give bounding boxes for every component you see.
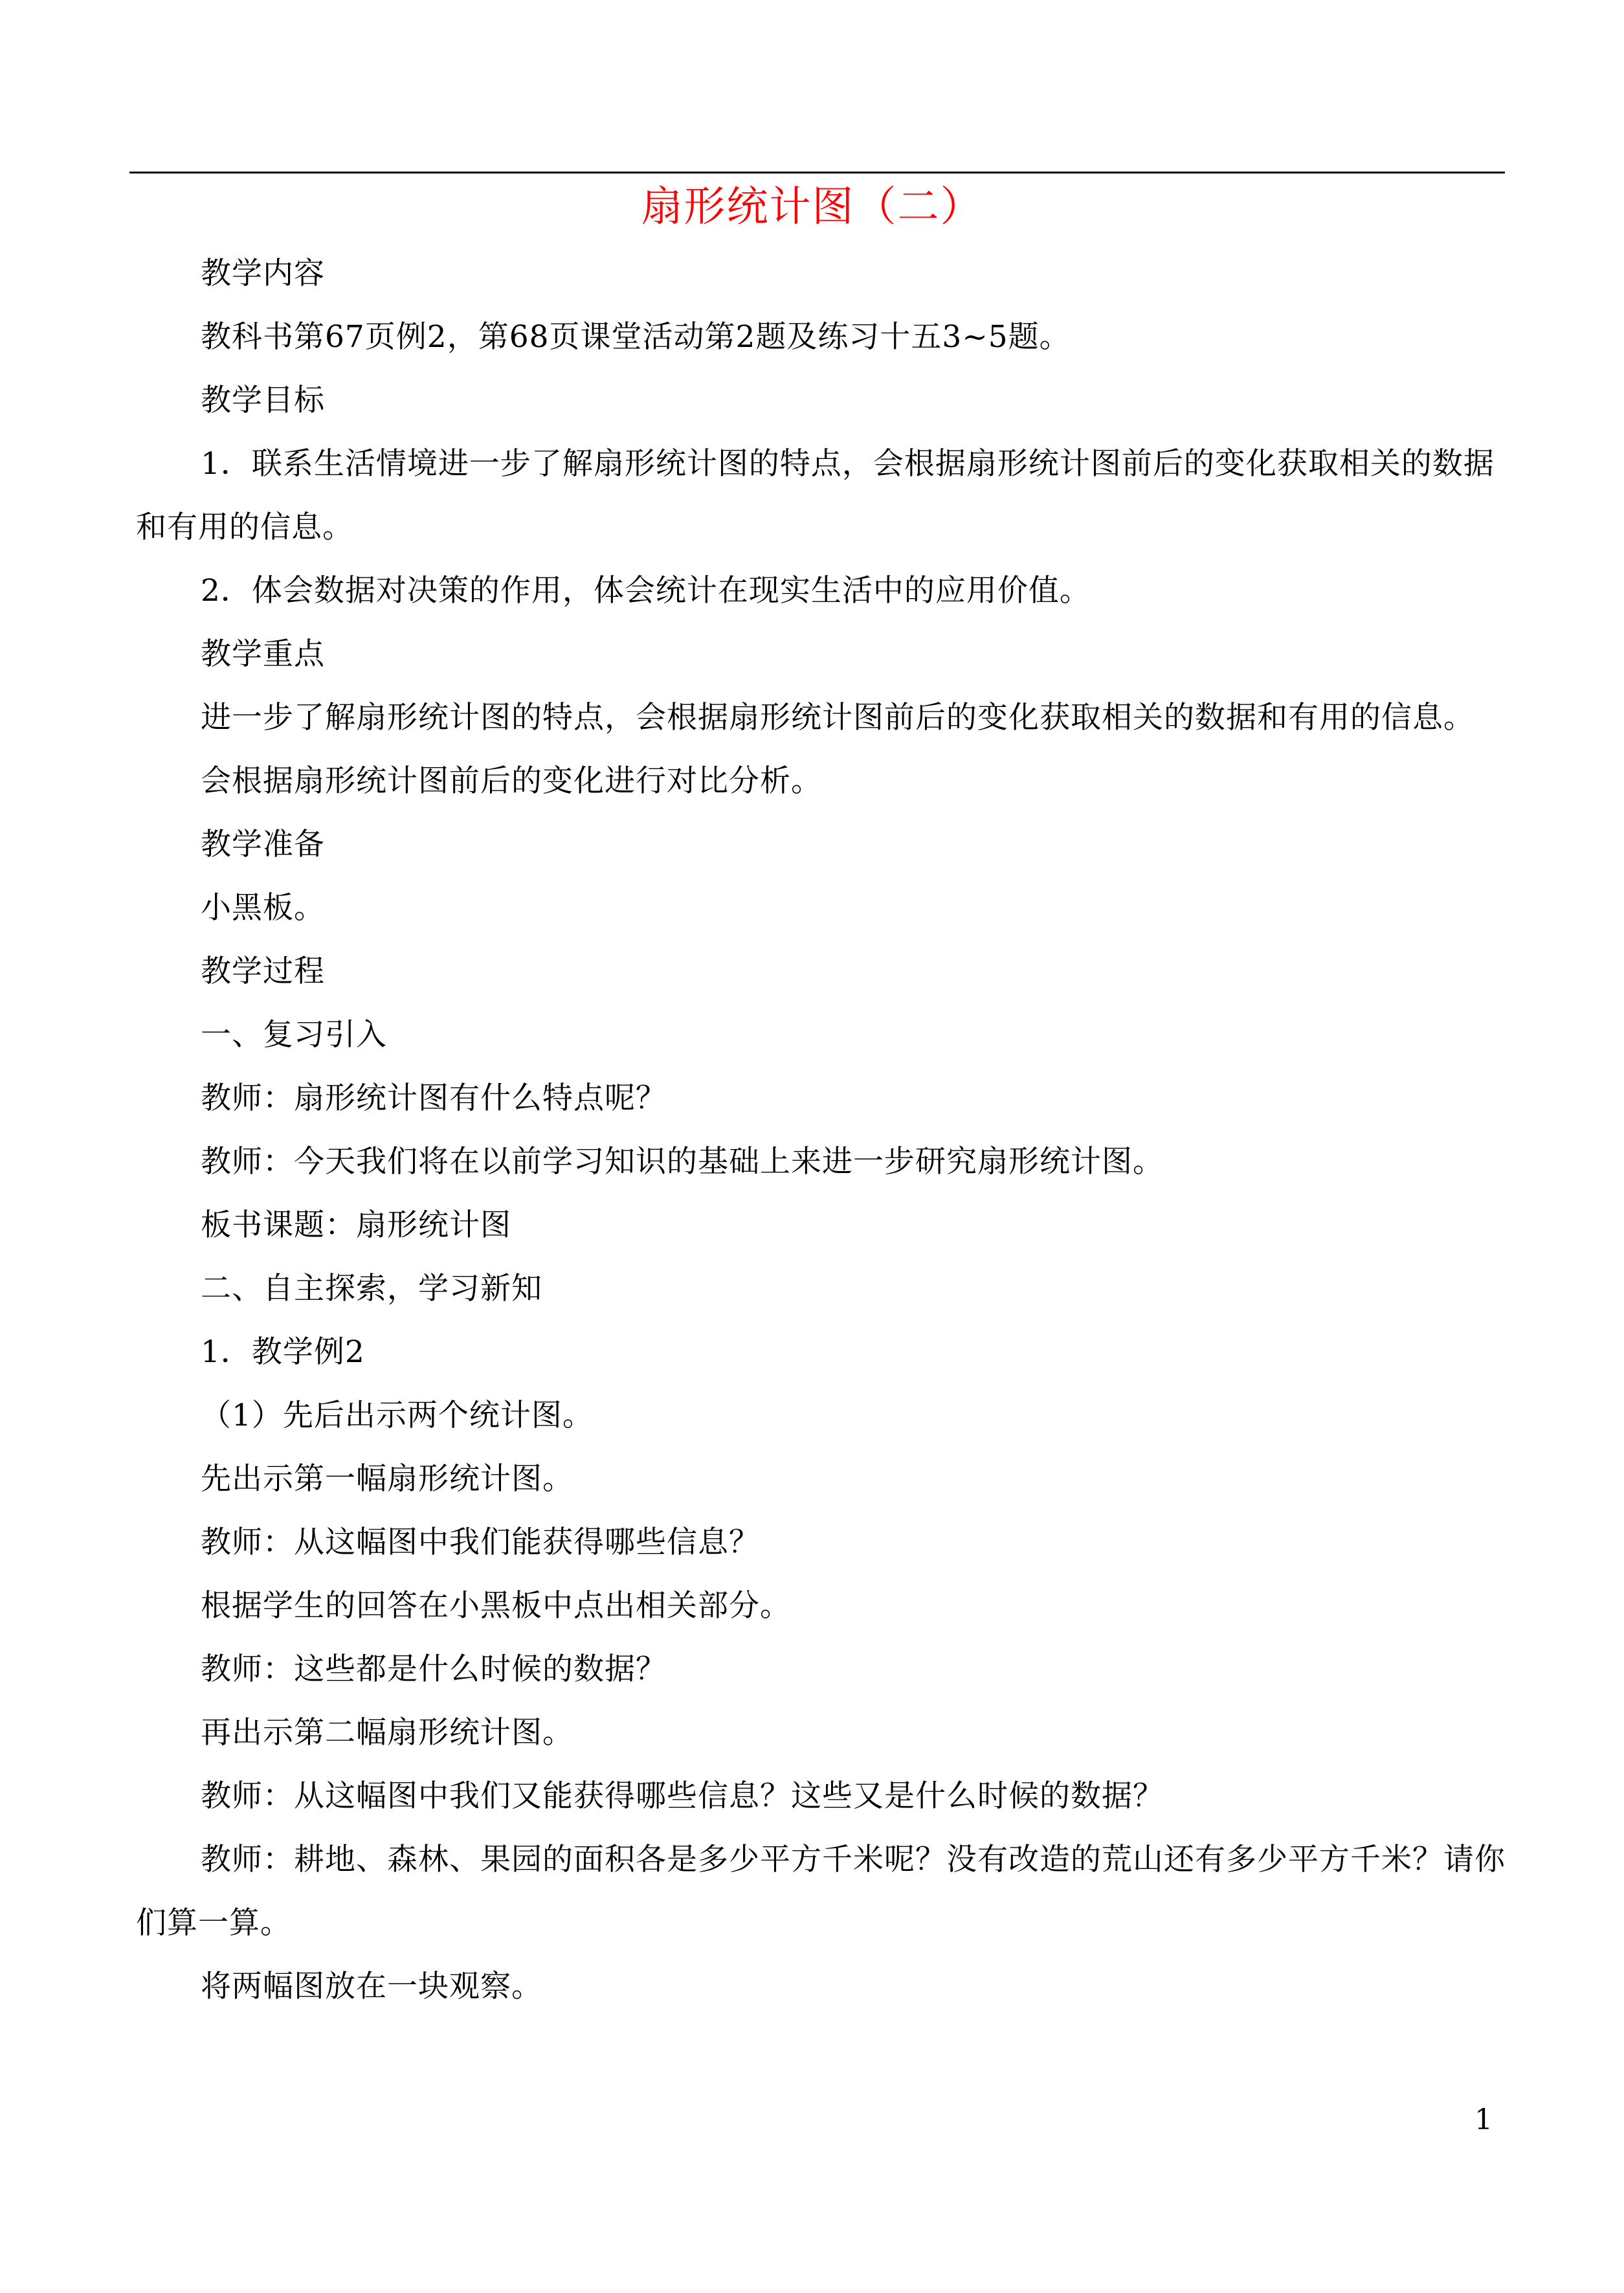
- paragraph: 教师：扇形统计图有什么特点呢？: [201, 1080, 667, 1116]
- paragraph: 将两幅图放在一块观察。: [201, 1969, 542, 2004]
- paragraph: 1．联系生活情境进一步了解扇形统计图的特点，会根据扇形统计图前后的变化获取相关的数据和有用的信息。: [136, 446, 1495, 545]
- paragraph: 教师：从这幅图中我们能获得哪些信息？: [201, 1525, 760, 1560]
- paragraph: 教师：耕地、森林、果园的面积各是多少平方千米呢？没有改造的荒山还有多少平方千米？请你们算一算。: [136, 1842, 1506, 1941]
- paragraph: 1．教学例2: [201, 1334, 365, 1370]
- paragraph: 根据学生的回答在小黑板中点出相关部分。: [201, 1588, 791, 1624]
- document-body: [136, 242, 1515, 2019]
- paragraph: 进一步了解扇形统计图的特点，会根据扇形统计图前后的变化获取相关的数据和有用的信息。: [201, 700, 1474, 735]
- page-title: 扇形统计图（二）: [641, 183, 983, 231]
- header-rule: [129, 172, 1505, 173]
- paragraph: 先出示第一幅扇形统计图。: [201, 1461, 573, 1497]
- paragraph: 教师：从这幅图中我们又能获得哪些信息？这些又是什么时候的数据？: [201, 1778, 1164, 1814]
- paragraph: 2．体会数据对决策的作用，体会统计在现实生活中的应用价值。: [201, 573, 1091, 609]
- paragraph: （1）先后出示两个统计图。: [201, 1398, 594, 1433]
- paragraph: 教学过程: [201, 954, 325, 989]
- paragraph: 教学目标: [201, 383, 325, 418]
- paragraph: 小黑板。: [201, 890, 325, 926]
- paragraph: 教科书第67页例2，第68页课堂活动第2题及练习十五3~5题。: [201, 319, 1071, 355]
- page-number: 1: [1474, 2103, 1493, 2136]
- paragraph: 再出示第二幅扇形统计图。: [201, 1715, 573, 1751]
- paragraph: 教学准备: [201, 827, 325, 862]
- paragraph: 教学内容: [201, 256, 325, 291]
- paragraph: 教学重点: [201, 636, 325, 672]
- paragraph: 教师：今天我们将在以前学习知识的基础上来进一步研究扇形统计图。: [201, 1144, 1164, 1180]
- paragraph: 板书课题：扇形统计图: [201, 1207, 511, 1243]
- paragraph: 会根据扇形统计图前后的变化进行对比分析。: [201, 763, 822, 799]
- paragraph: 二、自主探索，学习新知: [201, 1271, 542, 1306]
- paragraph: 教师：这些都是什么时候的数据？: [201, 1651, 667, 1687]
- paragraph: 一、复习引入: [201, 1017, 387, 1053]
